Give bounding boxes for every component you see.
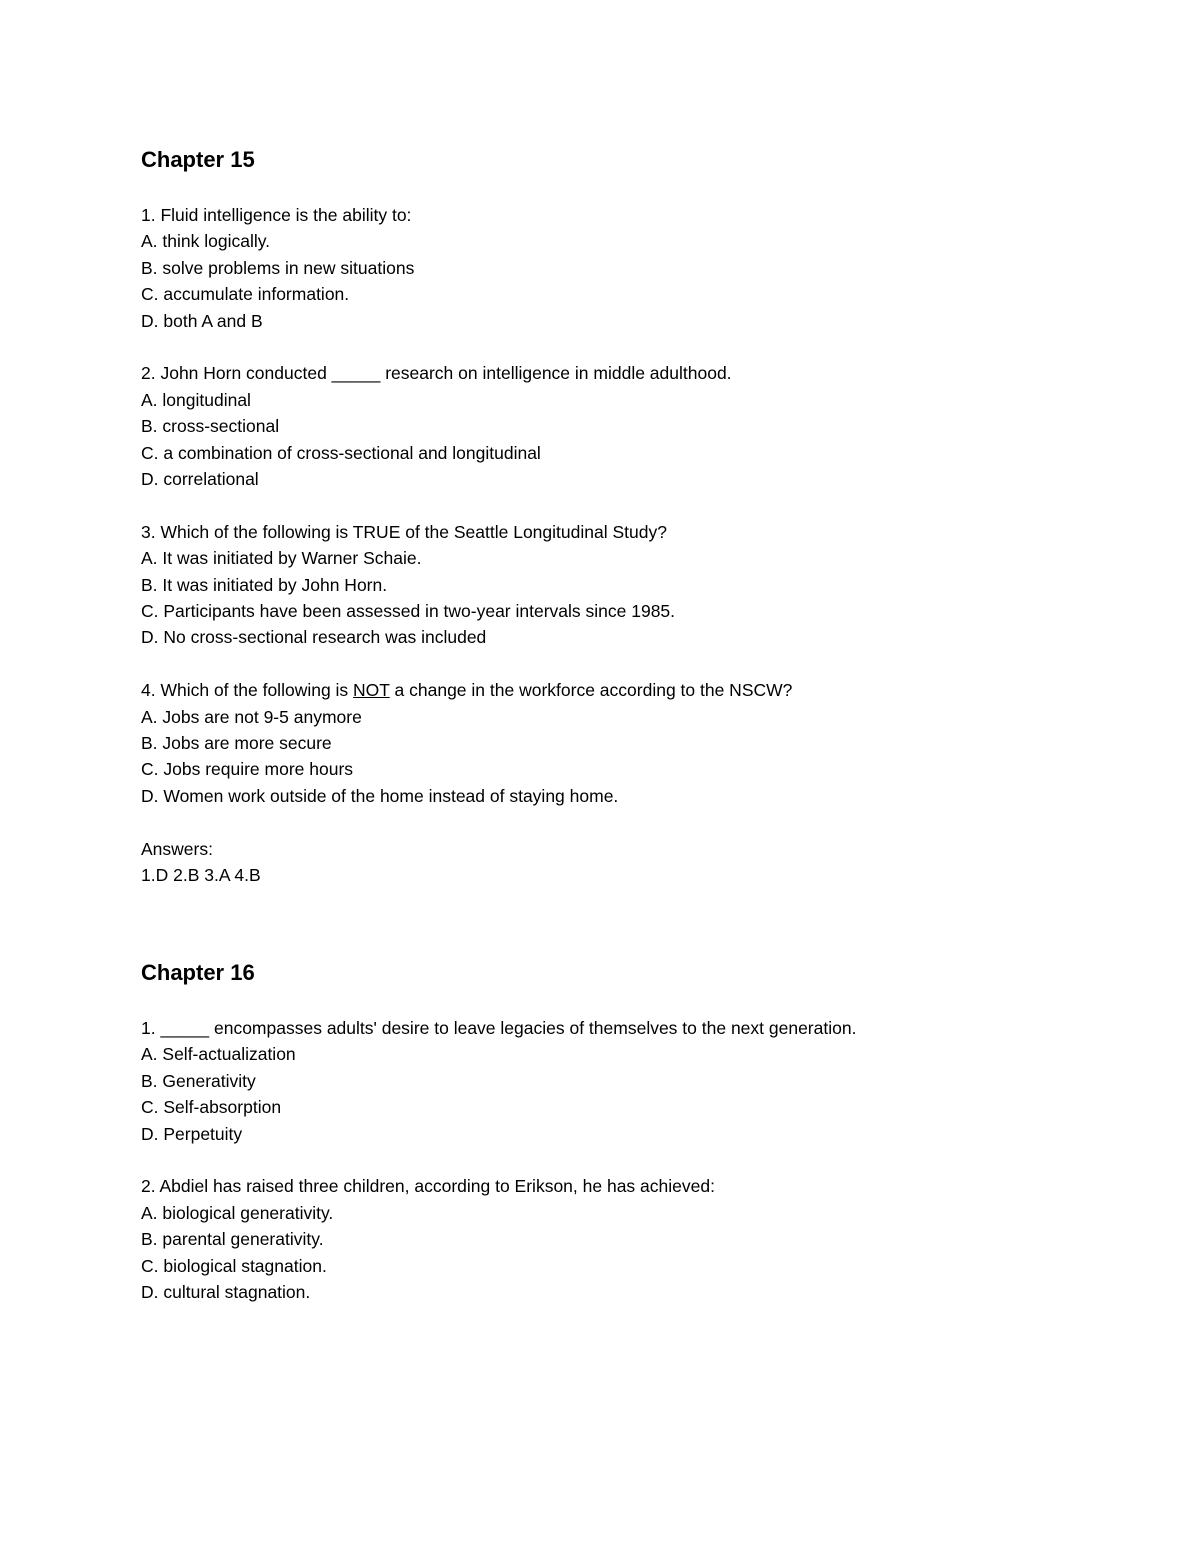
stem-prefix: 4. Which of the following is [141,680,354,701]
question-stem: 2. Abdiel has raised three children, according to Erikson, he has achieved: [141,1176,715,1197]
answer-option: D. No cross-sectional research was included [141,627,487,648]
answer-option: D. Women work outside of the home instead of staying home. [141,785,619,806]
answer-option: A. Self-actualization [141,1044,296,1065]
question-block [141,677,1101,809]
question-stem: 1. _____ encompasses adults' desire to leave legacies of themselves to the next generation. [141,1018,857,1038]
answer-option: C. a combination of cross-sectional and longitudinal [141,442,541,463]
answer-option: D. both A and B [141,310,263,331]
answer-option: A. biological generativity. [141,1202,334,1223]
chapter-title: Chapter 15 [141,147,255,172]
answer-option: D. correlational [141,469,259,490]
answer-option: D. cultural stagnation. [141,1282,311,1303]
question-block [141,202,1101,334]
answer-option: A. longitudinal [141,389,251,410]
answer-option: C. Self-absorption [141,1097,282,1118]
answer-option: A. think logically. [141,231,271,252]
question-stem: 2. John Horn conducted _____ research on intelligence in middle adulthood. [141,363,732,384]
answer-option: D. Perpetuity [141,1123,243,1144]
answers-key: 1.D 2.B 3.A 4.B [141,865,261,886]
chapter-16-questions [141,1015,1101,1305]
chapter-15-questions [141,202,1101,889]
answer-option: B. Jobs are more secure [141,733,332,754]
answers-block [141,836,1101,889]
question-block [141,1015,1101,1147]
question-stem: 3. Which of the following is TRUE of the Seattle Longitudinal Study? [141,521,667,542]
answer-option: B. solve problems in new situations [141,257,415,278]
question-stem: 1. Fluid intelligence is the ability to: [141,205,412,225]
question-block [141,360,1101,492]
answer-option: C. Participants have been assessed in two-year intervals since 1985. [141,601,676,622]
answer-option: B. Generativity [141,1070,256,1091]
question-block [141,1173,1101,1305]
answer-option: B. parental generativity. [141,1229,324,1250]
answer-option: A. Jobs are not 9-5 anymore [141,706,362,727]
answer-option: C. biological stagnation. [141,1255,327,1276]
answer-option: C. accumulate information. [141,284,350,305]
stem-suffix: a change in the workforce according to the NSCW? [389,680,793,701]
answer-option: B. cross-sectional [141,416,280,437]
question-stem [141,677,1101,703]
chapter-15-section [141,146,1101,174]
chapter-16-section [141,959,1101,987]
answers-label: Answers: [141,838,213,859]
answer-option: A. It was initiated by Warner Schaie. [141,548,422,569]
answer-option: C. Jobs require more hours [141,759,354,780]
stem-underlined-word: NOT [353,680,390,701]
question-block [141,519,1101,651]
answer-option: B. It was initiated by John Horn. [141,574,388,595]
chapter-title: Chapter 16 [141,960,255,985]
